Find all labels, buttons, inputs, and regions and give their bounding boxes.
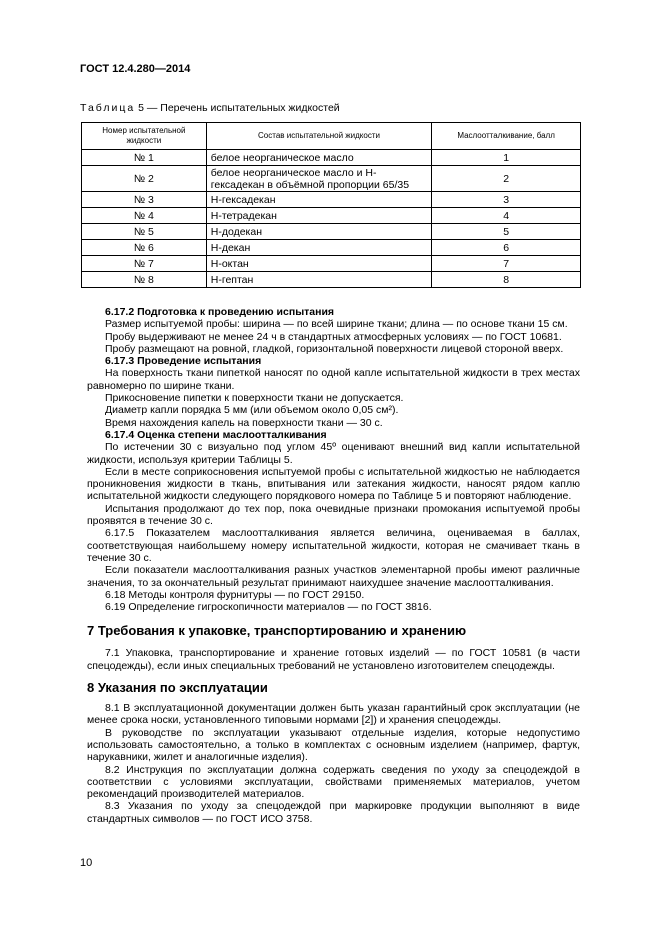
cell-score: 1 bbox=[432, 150, 581, 166]
cell-score: 5 bbox=[432, 224, 581, 240]
paragraph: Если показатели маслоотталкивания разных участков элементарной пробы имеют различные значения, то за окончательный результат принимают наихудшее значение маслоотталкивания. bbox=[87, 564, 580, 589]
cell-composition: Н-додекан bbox=[206, 224, 431, 240]
cell-score: 4 bbox=[432, 208, 581, 224]
cell-composition: Н-гексадекан bbox=[206, 192, 431, 208]
paragraph: Размер испытуемой пробы: ширина — по всей ширине ткани; длина — по основе ткани 15 см. bbox=[105, 318, 568, 331]
table-caption-number: 5 bbox=[138, 102, 144, 114]
table-row bbox=[82, 166, 581, 192]
cell-score: 3 bbox=[432, 192, 581, 208]
paragraph: 8.3 Указания по уходу за спецодеждой при маркировке продукции выполняют в виде стандартных символов — по ГОСТ ИСО 3758. bbox=[87, 800, 580, 825]
paragraph: 6.18 Методы контроля фурнитуры — по ГОСТ 29150. bbox=[105, 588, 365, 601]
cell-composition: белое неорганическое масло и Н-гексадекан в объёмной пропорции 65/35 bbox=[206, 166, 431, 192]
document-code-header: ГОСТ 12.4.280—2014 bbox=[80, 63, 191, 75]
paragraph: По истечении 30 с визуально под углом 45º оценивают внешний вид капли испытательной жидкости, используя критерии Таблицы 5. bbox=[87, 441, 580, 466]
section-6-17-3-heading: 6.17.3 Проведение испытания bbox=[105, 355, 262, 368]
table-header-row bbox=[82, 123, 581, 150]
table-row bbox=[82, 192, 581, 208]
paragraph: Время нахождения капель на поверхности ткани — 30 с. bbox=[105, 416, 383, 429]
paragraph: 8.2 Инструкция по эксплуатации должна содержать сведения по уходу за спецодеждой в соответствии с условиями эксплуатации, свойствами применяемых материалов, учетом рекомендаций производителей материалов. bbox=[87, 763, 580, 801]
section-6-17-4-heading: 6.17.4 Оценка степени маслоотталкивания bbox=[105, 428, 327, 441]
cell-composition: Н-гептан bbox=[206, 272, 431, 288]
cell-score: 7 bbox=[432, 256, 581, 272]
test-liquids-table bbox=[81, 122, 581, 288]
cell-number: № 2 bbox=[82, 166, 207, 192]
cell-score: 2 bbox=[432, 166, 581, 192]
table-row bbox=[82, 224, 581, 240]
table-row bbox=[82, 240, 581, 256]
paragraph: В руководстве по эксплуатации указывают отдельные изделия, которые недопустимо использовать самостоятельно, а только в комплектах с основным изделием (например, фартук, нарукавники, жилет и аналогичные изделия). bbox=[87, 726, 580, 764]
paragraph: Диаметр капли порядка 5 мм (или объемом около 0,05 см²). bbox=[105, 404, 399, 417]
cell-score: 8 bbox=[432, 272, 581, 288]
section-6-17-2-heading: 6.17.2 Подготовка к проведению испытания bbox=[105, 306, 335, 318]
paragraph: Пробу размещают на ровной, гладкой, горизонтальной поверхности лицевой стороной вверх. bbox=[105, 342, 564, 355]
cell-composition: белое неорганическое масло bbox=[206, 150, 431, 166]
table-caption bbox=[80, 102, 340, 114]
document-body bbox=[87, 306, 580, 825]
cell-number: № 7 bbox=[82, 256, 207, 272]
table-row bbox=[82, 272, 581, 288]
table-caption-label: Таблица bbox=[80, 102, 136, 114]
cell-score: 6 bbox=[432, 240, 581, 256]
column-header-composition: Состав испытательной жидкости bbox=[206, 123, 431, 150]
paragraph: На поверхность ткани пипеткой наносят по одной капле испытательной жидкости в трех местах равномерно по ширине ткани. bbox=[87, 367, 580, 392]
paragraph: Пробу выдерживают не менее 24 ч в стандартных атмосферных условиях — по ГОСТ 10681. bbox=[105, 330, 562, 343]
cell-composition: Н-декан bbox=[206, 240, 431, 256]
table-row bbox=[82, 256, 581, 272]
section-7-heading: 7 Требования к упаковке, транспортированию и хранению bbox=[87, 623, 467, 639]
cell-number: № 1 bbox=[82, 150, 207, 166]
paragraph: Если в месте соприкосновения испытуемой пробы с испытательной жидкостью не наблюдается проникновения жидкости в ткань, впитывания или затекания жидкости, наносят рядом каплю испытательной жидкости следующего порядкового номера по Таблице 5 и повторяют наблюдение. bbox=[87, 465, 580, 503]
paragraph: Прикосновение пипетки к поверхности ткани не допускается. bbox=[105, 392, 404, 405]
cell-number: № 6 bbox=[82, 240, 207, 256]
cell-number: № 5 bbox=[82, 224, 207, 240]
column-header-number: Номер испытательной жидкости bbox=[82, 123, 207, 150]
paragraph: 7.1 Упаковка, транспортирование и хранение готовых изделий — по ГОСТ 10581 (в части спецодежды), если иных специальных требований не установлено изготовителем спецодежды. bbox=[87, 647, 580, 672]
table-row bbox=[82, 208, 581, 224]
cell-number: № 8 bbox=[82, 272, 207, 288]
cell-composition: Н-тетрадекан bbox=[206, 208, 431, 224]
cell-number: № 3 bbox=[82, 192, 207, 208]
paragraph: 6.17.5 Показателем маслоотталкивания является величина, оцениваемая в баллах, соответствующая наибольшему номеру испытательной жидкости, которая не смачивает ткань в течение 30 с. bbox=[87, 527, 580, 564]
cell-composition: Н-октан bbox=[206, 256, 431, 272]
page-number: 10 bbox=[80, 857, 93, 869]
paragraph: 6.19 Определение гигроскопичности материалов — по ГОСТ 3816. bbox=[105, 601, 432, 614]
section-8-heading: 8 Указания по эксплуатации bbox=[87, 680, 268, 696]
cell-number: № 4 bbox=[82, 208, 207, 224]
table-row bbox=[82, 150, 581, 166]
column-header-score: Маслоотталкивание, балл bbox=[432, 123, 581, 150]
paragraph: 8.1 В эксплуатационной документации должен быть указан гарантийный срок эксплуатации (не менее срока носки, установленного типовыми нормами [2]) и хранения спецодежды. bbox=[87, 702, 580, 727]
paragraph: Испытания продолжают до тех пор, пока очевидные признаки промокания испытуемой пробы проявятся в течение 30 с. bbox=[87, 502, 580, 528]
table-caption-title: — Перечень испытательных жидкостей bbox=[146, 102, 340, 114]
